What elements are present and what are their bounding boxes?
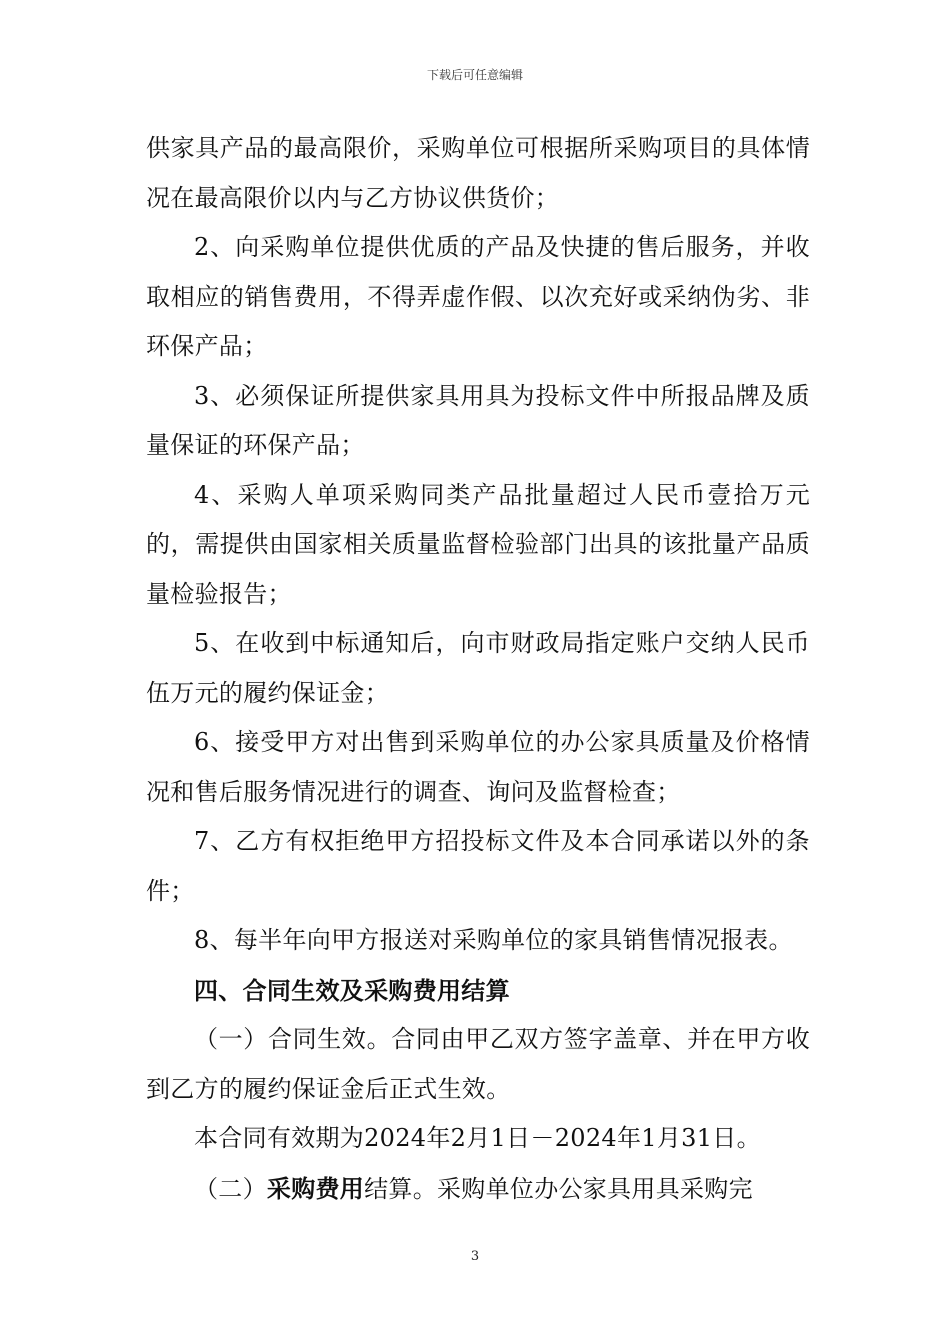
paragraph-continuation: 供家具产品的最高限价，采购单位可根据所采购项目的具体情况在最高限价以内与乙方协议供货价； xyxy=(146,134,810,212)
settlement-rest: 结算。采购单位办公家具用具采购完 xyxy=(364,1174,753,1203)
document-body xyxy=(146,124,810,1214)
paragraph-item-8: 8、每半年向甲方报送对采购单位的家具销售情况报表。 xyxy=(194,926,793,954)
page-header: 下载后可任意编辑 xyxy=(426,68,523,82)
paragraph-item-5: 5、在收到中标通知后，向市财政局指定账户交纳人民币伍万元的履约保证金； xyxy=(146,629,810,707)
settlement-prefix: （二） xyxy=(194,1174,267,1203)
paragraph-validity: 本合同有效期为2024年2月1日－2024年1月31日。 xyxy=(194,1124,761,1152)
paragraph-item-2: 2、向采购单位提供优质的产品及快捷的售后服务，并收取相应的销售费用，不得弄虚作假、以次充好或采纳伪劣、非环保产品； xyxy=(146,233,810,360)
paragraph-item-4: 4、采购人单项采购同类产品批量超过人民币壹拾万元的，需提供由国家相关质量监督检验部门出具的该批量产品质量检验报告； xyxy=(146,480,810,608)
section-heading: 四、合同生效及采购费用结算 xyxy=(194,975,510,1005)
paragraph-item-6: 6、接受甲方对出售到采购单位的办公家具质量及价格情况和售后服务情况进行的调查、询问及监督检查； xyxy=(146,728,810,806)
page-number: 3 xyxy=(470,1249,480,1264)
paragraph-item-7: 7、乙方有权拒绝甲方招投标文件及本合同承诺以外的条件； xyxy=(146,827,810,905)
settlement-bold-term: 采购费用 xyxy=(266,1173,365,1203)
paragraph-contract-effect: （一）合同生效。合同由甲乙双方签字盖章、并在甲方收到乙方的履约保证金后正式生效。 xyxy=(146,1025,810,1103)
paragraph-settlement xyxy=(146,1164,810,1215)
paragraph-item-3: 3、必须保证所提供家具用具为投标文件中所报品牌及质量保证的环保产品； xyxy=(146,381,810,459)
